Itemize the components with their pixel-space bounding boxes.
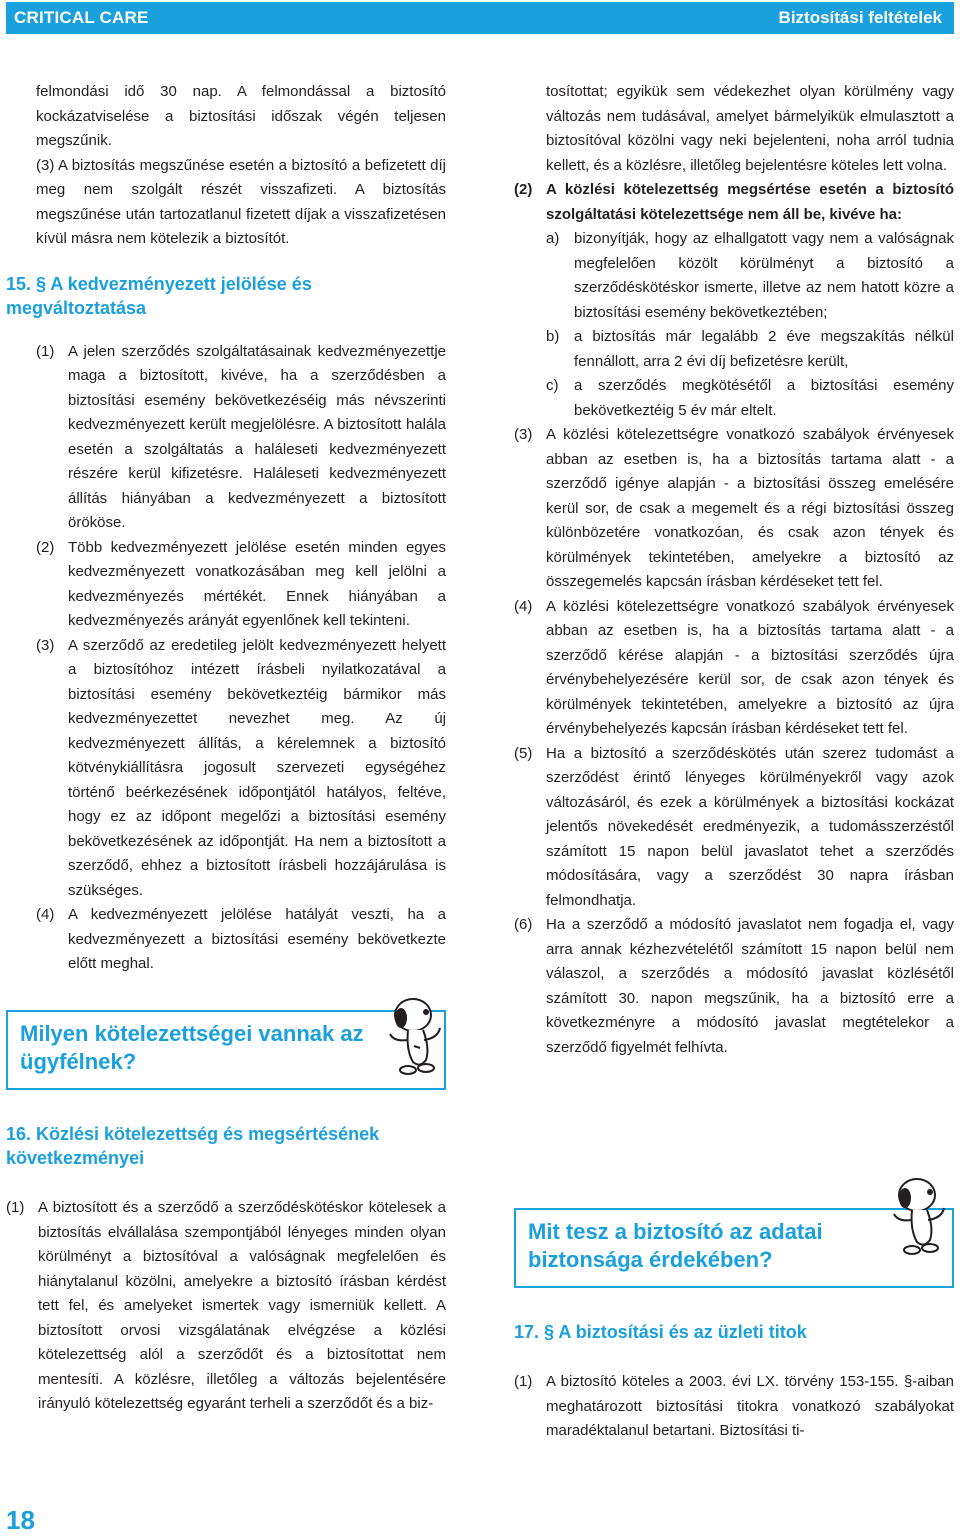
item-text: A kedvezményezett jelölése hatályát veszti, ha a kedvezményezett a biztosítási esemény bekövetkezte előtt meghal. <box>68 906 446 972</box>
section-17-title: 17. § A biztosítási és az üzleti titok <box>514 1322 807 1342</box>
subitem-letter: a) <box>546 230 560 247</box>
section-15-title: 15. § A kedvezményezett jelölése és megváltoztatása <box>6 273 312 318</box>
subitem-letter: c) <box>546 377 559 394</box>
subitem-letter: b) <box>546 328 560 345</box>
s15-item-1 <box>36 340 446 536</box>
snoopy-illustration <box>872 1170 952 1260</box>
section-16-title-wrap <box>6 1122 446 1170</box>
item-number: (3) <box>514 426 533 443</box>
section-17-body <box>514 1370 954 1444</box>
subitem-c <box>546 374 954 423</box>
s16-item-1 <box>6 1196 446 1417</box>
item-number: (1) <box>6 1199 25 1216</box>
item-text: Több kedvezményezett jelölése esetén minden egyes kedvezményezett vonatkozásában meg kell jelölni a kedvezményezés mértékét. Ennek hiányában a kedvezményezés arányát egyenlőnek kell tekinteni. <box>68 538 446 629</box>
item-number: (6) <box>514 916 533 933</box>
item-number: (4) <box>36 906 55 923</box>
s15-item-3 <box>36 634 446 904</box>
subitem-b <box>546 325 954 374</box>
subitem-text: bizonyítják, hogy az elhallgatott vagy nem a valóságnak megfelelően közölt körülményt a biztosító a szerződéskötéskor ismerte, illetve az nem hatott közre a biztosítási esemény bekövetkeztében; <box>574 230 954 321</box>
section-16-title: 16. Közlési kötelezettség és megsértésének következményei <box>6 1124 380 1168</box>
intro-paragraph-2: (3) A biztosítás megszűnése esetén a biztosító a befizetett díj meg nem szolgált részét visszafizeti. A biztosítás megszűnése után tartozatlanul fizetett díjak a visszafizetésen kívül másra nem kötelezik a biztosítót. <box>36 156 446 247</box>
item-text: A közlési kötelezettség megsértése esetén a biztosító szolgáltatási kötelezettsége nem áll be, kivéve ha: <box>546 181 954 223</box>
item-text: A jelen szerződés szolgáltatásainak kedvezményezettje maga a biztosított, kivéve, ha a szerződésben a biztosítási esemény bekövetkezéséig más névszerinti kedvezményezett került megjelölésre. A biztosított halála esetén a szolgáltatás a haláleseti kedvezményezett részére kerül kifizetésre. Haláleseti kedvezményezett állítás hiányában a kedvezményezett a biztosított örököse. <box>68 342 446 531</box>
item-text: A szerződő az eredetileg jelölt kedvezményezett helyett a biztosítóhoz intézett írásbeli nyilatkozatával a biztosítási esemény bekövetkeztéig bármikor más kedvezményezettet nevezhet meg. Az új kedvezményezett állítás, a kérelemnek a biztosító kötvénykiállításra jogosult szervezeti egységéhez történő beérkezésének időpontjától hatályos, feltéve, hogy ez az időpont megelőzi a biztosítási esemény bekövetkezésének az időpontját. Ha nem a biztosított a szerződő, ehhez a biztosított írásbeli hozzájárulása is szükséges. <box>68 636 446 899</box>
s16-item-6 <box>514 913 954 1060</box>
item-text: A biztosított és a szerződő a szerződéskötéskor kötelesek a biztosítás elvállalása szempontjából lényeges minden olyan körülményt a biztosítóval a valóságnak megfelelően és hiánytalanul közölni, amelyekre a biztosító írásban kérdést tett fel, és amelyeket ismertek vagy ismerniük kellett. A biztosított orvosi vizsgálatának elvégzése a közlési kötelezettség alól a szerződőt és a biztosítottat nem mentesíti. A közlésre, illetőleg a változás bejelentésére irányuló kötelezettség egyaránt terheli a szerződőt és a biz- <box>38 1199 446 1412</box>
item-text: Ha a biztosító a szerződéskötés után szerez tudomást a szerződést érintő lényeges körülményekről vagy azok változásáról, és ezek a körülmények a biztosítási kockázat jelentős növekedését eredményezik, a tudomásszerzéstől számított 15 napon belül javaslatot tehet a szerződés módosítására, vagy a szerződést 30 napra írásban felmondhatja. <box>546 744 954 909</box>
continuation-paragraph: tosítottat; egyikük sem védekezhet olyan körülmény vagy változás nem tudásával, amelyet bármelyikük elmulasztott a biztosítóval közölni vagy neki bejelenteni, noha arról tudnia kellett, és a közlésre, illetőleg bejelentésre köteles lett volna. <box>546 83 954 174</box>
subitem-text: a biztosítás már legalább 2 éve megszakítás nélkül fennállott, arra 2 évi díj befizetésre került, <box>574 328 954 370</box>
section-17-title-wrap <box>514 1320 954 1344</box>
s15-item-4 <box>36 903 446 977</box>
left-column <box>6 80 446 977</box>
subitem-a <box>546 227 954 325</box>
page-number: 18 <box>6 1505 35 1535</box>
document-title: CRITICAL CARE <box>14 8 149 27</box>
question-box-text: Mit tesz a biztosító az adatai biztonsága érdekében? <box>528 1219 823 1272</box>
item-number: (4) <box>514 597 533 615</box>
item-text: A közlési kötelezettségre vonatkozó szabályok érvényesek abban az esetben is, ha a biztosítás tartama alatt - a szerződő kérése alapján - a biztosítási szerződés újra érvénybehelyezésére kerül sor, de csak azon tények és körülmények tekintetében, amelyekre a biztosító az újra érvénybehelyezés kapcsán írásban kérdéseket tett fel. <box>546 597 954 737</box>
right-column <box>514 80 954 1060</box>
item-number: (5) <box>514 744 533 762</box>
s16-item-5 <box>514 742 954 914</box>
item-number: (2) <box>514 181 533 198</box>
intro-paragraph-1: felmondási idő 30 nap. A felmondással a biztosító kockázatviselése a biztosítási időszak végén teljesen megszűnik. <box>36 83 446 149</box>
document-section: Biztosítási feltételek <box>778 8 942 27</box>
s16-item-2 <box>514 178 954 227</box>
subitem-text: a szerződés megkötésétől a biztosítási esemény bekövetkeztéig 5 év már eltelt. <box>574 377 954 419</box>
item-number: (1) <box>514 1373 533 1390</box>
item-text: A biztosító köteles a 2003. évi LX. törvény 153-155. §-aiban meghatározott biztosítási titokra vonatkozó szabályokat maradéktalanul betartani. Biztosítási ti- <box>546 1373 954 1439</box>
section-16-body <box>6 1196 446 1417</box>
item-number: (3) <box>36 636 55 654</box>
item-number: (2) <box>36 538 55 556</box>
question-box-text: Milyen kötelezettségei vannak az ügyfélnek? <box>20 1021 364 1074</box>
s16-item-4 <box>514 595 954 742</box>
s15-item-2 <box>36 536 446 634</box>
item-number: (1) <box>36 342 55 360</box>
s17-item-1 <box>514 1370 954 1444</box>
item-text: Ha a szerződő a módosító javaslatot nem fogadja el, vagy arra annak kézhezvételétől számított 15 napon belül nem válaszol, a szerződés a módosító javaslat közlésétől számított 30. napon megszűnik, ha a biztosító erre a következményre a módosító javaslat megtételekor a szerződő figyelmét felhívta. <box>546 916 954 1056</box>
s16-item-3 <box>514 423 954 595</box>
item-text: A közlési kötelezettségre vonatkozó szabályok érvényesek abban az esetben is, ha a biztosítás tartama alatt - a szerződő igénye alapján - a biztosítási összeg emelésére kerül sor, de csak a megemelt és a régi biztosítási összeg különbözetére vonatkozóan, és csak azon tények és körülmények tekintetében, amelyekre a biztosító az összegemelés kapcsán írásban kérdéseket tett fel. <box>546 426 954 590</box>
header-bar <box>6 2 954 34</box>
snoopy-illustration <box>368 990 448 1080</box>
